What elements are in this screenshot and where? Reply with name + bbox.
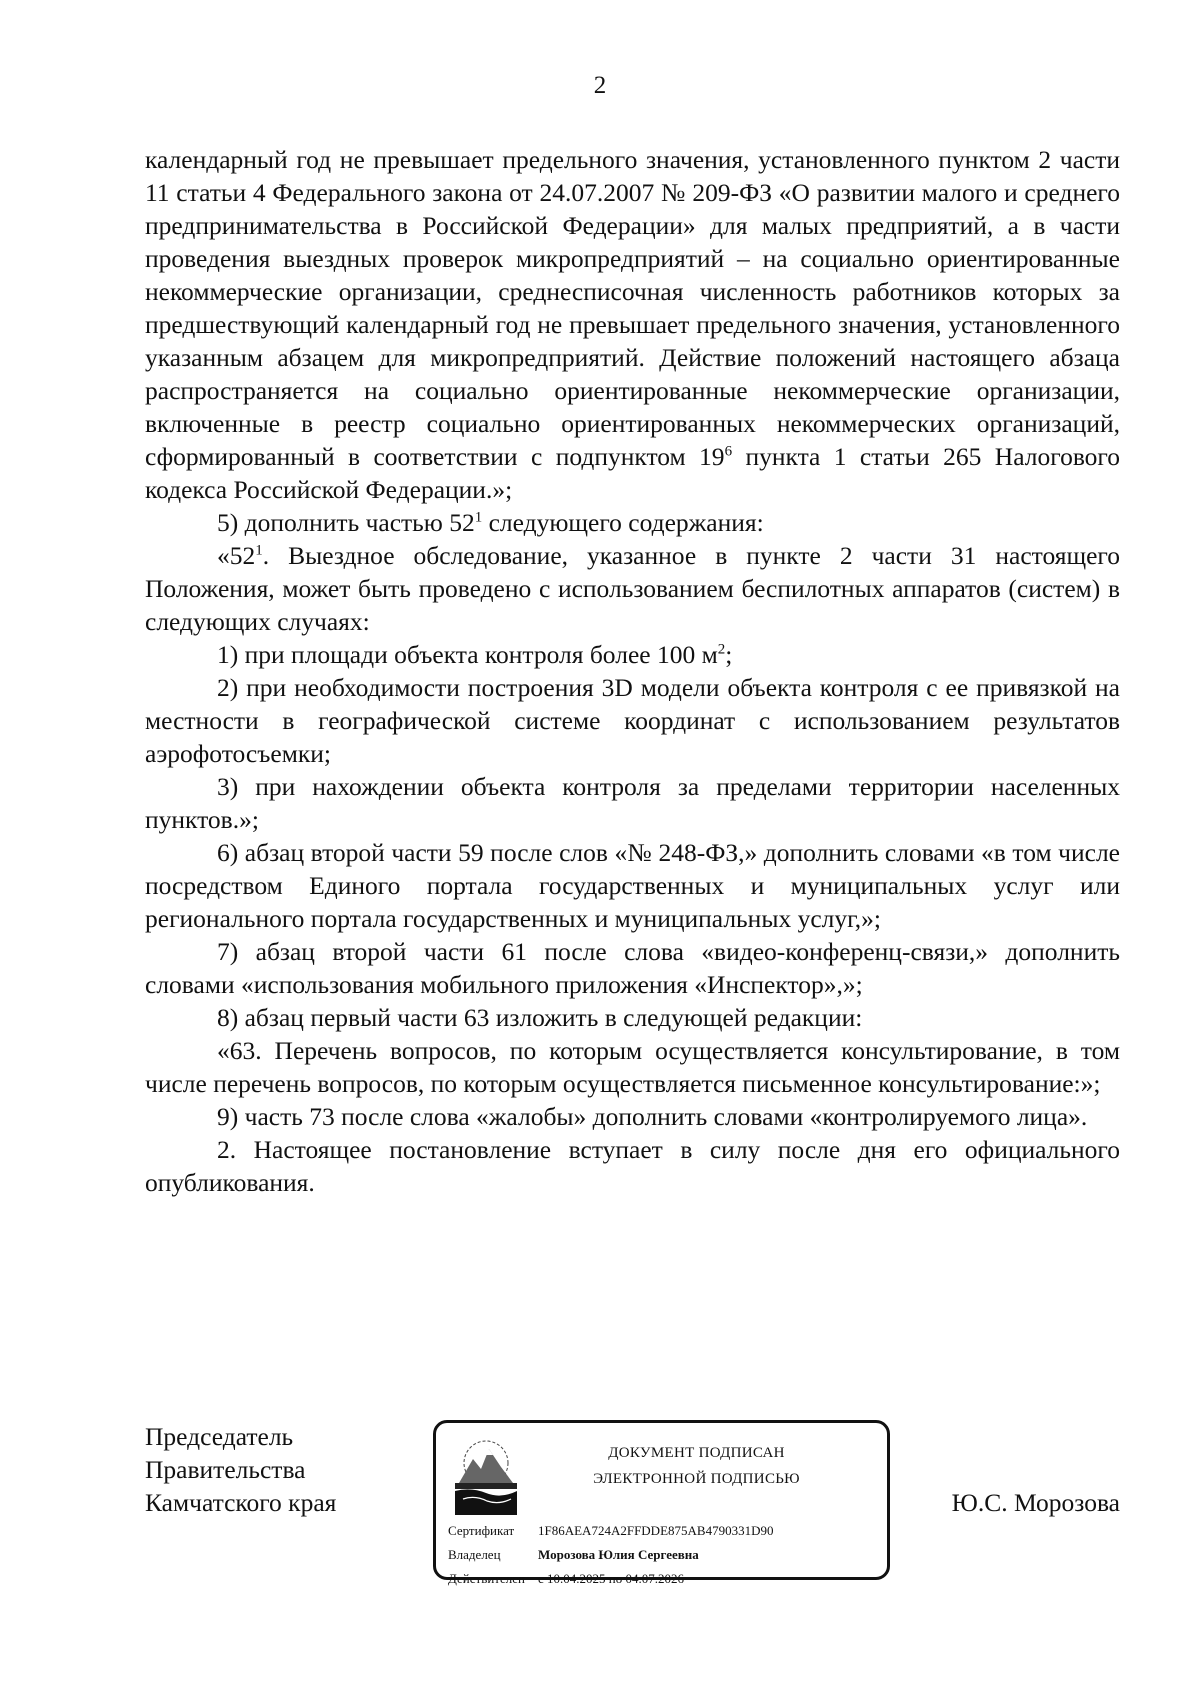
paragraph: 7) абзац второй части 61 после слова «видео-конференц-связи,» дополнить словами «использования мобильного приложения «Инспектор»,»;: [145, 937, 1120, 999]
paragraph: 6) абзац второй части 59 после слов «№ 248-ФЗ,» дополнить словами «в том числе посредством Единого портала государственных и муниципальных услуг или регионального портала государственных и муниципальных услуг,»;: [145, 838, 1120, 933]
paragraph: календарный год не превышает предельного значения, установленного пунктом 2 части 11 статьи 4 Федерального закона от 24.07.2007 № 209-ФЗ «О развитии малого и среднего предпринимательства в Российской Федерации» для малых предприятий, а в части проведения выездных проверок микропредприятий – на социально ориентированные некоммерческие организации, среднесписочная численность работников которых за предшествующий календарный год не превышает предельного значения, установленного указанным абзацем для микропредприятий. Действие положений настоящего абзаца распространяется на социально ориентированные некоммерческие организации, включенные в реестр социально ориентированных некоммерческих организаций, сформированный в соответствии с подпунктом $19^6$ пункта 1 статьи 265 Налогового кодекса Российской Федерации.»;: [145, 145, 1121, 504]
stamp-owner-value: Морозова Юлия Сергеевна: [538, 1547, 699, 1562]
stamp-validity-value: с 10.04.2025 по 04.07.2026: [538, 1571, 684, 1586]
paragraph: 3) при нахождении объекта контроля за пределами территории населенных пунктов.»;: [145, 772, 1120, 834]
stamp-validity-row: [448, 1571, 684, 1587]
signatory-title: [145, 1420, 336, 1519]
stamp-owner-row: [448, 1547, 699, 1563]
signatory-title-line: Камчатского края: [145, 1488, 337, 1517]
paragraph: 9) часть 73 после слова «жалобы» дополнить словами «контролируемого лица».: [217, 1102, 1088, 1131]
stamp-heading: [516, 1440, 877, 1492]
stamp-certificate-value: 1F86AEA724A2FFDDE875AB4790331D90: [538, 1523, 774, 1538]
page-number: 2: [593, 72, 607, 99]
signatory-name: Ю.С. Морозова: [951, 1488, 1120, 1517]
stamp-heading-line: ДОКУМЕНТ ПОДПИСАН: [608, 1445, 785, 1461]
paragraph: «63. Перечень вопросов, по которым осуществляется консультирование, в том числе перечень вопросов, по которым осуществляется письменное консультирование:»;: [145, 1036, 1120, 1098]
paragraph: 5) дополнить частью $52^1$ следующего содержания:: [217, 508, 764, 537]
paragraph: 2. Настоящее постановление вступает в силу после дня его официального опубликования.: [145, 1135, 1120, 1197]
stamp-certificate-label: Сертификат: [448, 1523, 515, 1538]
stamp-certificate-row: [448, 1523, 773, 1539]
stamp-validity-label: Действителен: [448, 1571, 525, 1586]
signatory-title-line: Правительства: [145, 1455, 306, 1484]
paragraph: 8) абзац первый части 63 изложить в следующей редакции:: [217, 1003, 863, 1032]
paragraph: «$52^1$. Выездное обследование, указанное в пункте 2 части 31 настоящего Положения, может быть проведено с использованием беспилотных аппаратов (систем) в следующих случаях:: [145, 541, 1120, 636]
stamp-heading-line: ЭЛЕКТРОННОЙ ПОДПИСЬЮ: [593, 1471, 800, 1487]
document-body: [145, 143, 1120, 1199]
paragraph: 2) при необходимости построения 3D модели объекта контроля с ее привязкой на местности в географической системе координат с использованием результатов аэрофотосъемки;: [145, 673, 1120, 768]
paragraph: 1) при площади объекта контроля более 100 $м^2$;: [217, 640, 733, 669]
electronic-signature-stamp: [433, 1420, 890, 1586]
kamchatka-emblem-icon: [451, 1435, 521, 1517]
stamp-owner-label: Владелец: [448, 1547, 501, 1562]
signatory-title-line: Председатель: [145, 1422, 294, 1451]
